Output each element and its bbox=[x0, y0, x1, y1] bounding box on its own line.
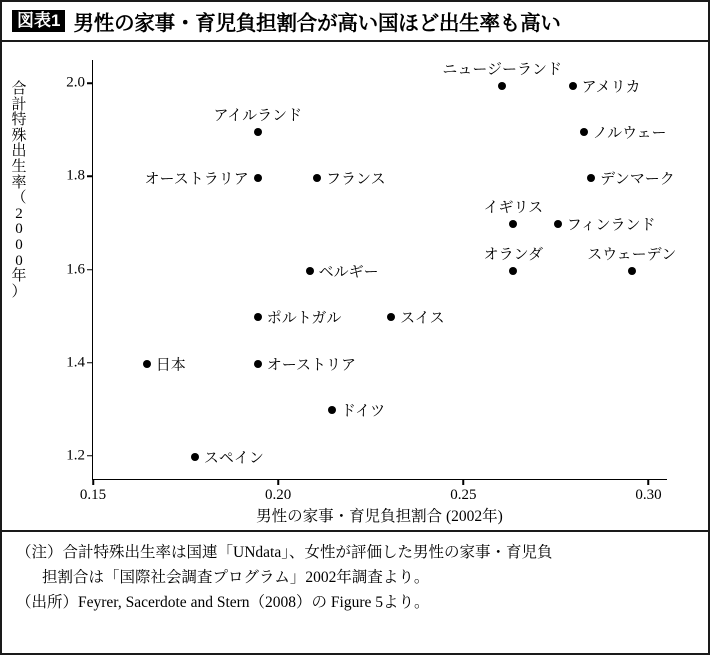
data-point-label: アイルランド bbox=[213, 108, 303, 125]
x-tick-label: 0.25 bbox=[450, 487, 477, 503]
data-point bbox=[509, 267, 517, 275]
data-point-label: ドイツ bbox=[340, 403, 386, 420]
data-point bbox=[254, 360, 262, 368]
note-line-2: 担割合は「国際社会調査プログラム」2002年調査より。 bbox=[42, 569, 430, 587]
data-point-label: ニュージーランド bbox=[442, 61, 563, 78]
data-point bbox=[569, 82, 577, 90]
x-tick-mark bbox=[92, 479, 94, 485]
figure-title-bar bbox=[2, 2, 708, 42]
data-point-label: スイス bbox=[400, 310, 445, 327]
figure-number-badge: 図表1 bbox=[12, 10, 65, 33]
data-point bbox=[254, 313, 262, 321]
x-tick-label: 0.30 bbox=[635, 487, 662, 503]
y-tick-mark bbox=[87, 362, 93, 364]
data-point-label: アメリカ bbox=[581, 79, 641, 96]
data-point-label: ポルトガル bbox=[266, 310, 342, 327]
data-point-label: スウェーデン bbox=[587, 246, 677, 263]
data-point bbox=[191, 453, 199, 461]
data-point-label: オーストリア bbox=[266, 357, 357, 374]
data-point bbox=[554, 220, 562, 228]
data-point-label: ベルギー bbox=[318, 264, 379, 281]
data-point bbox=[254, 174, 262, 182]
data-point-label: オーストラリア bbox=[144, 171, 249, 188]
data-point bbox=[580, 128, 588, 136]
y-tick-mark bbox=[87, 83, 93, 85]
data-point bbox=[628, 267, 636, 275]
data-point bbox=[498, 82, 506, 90]
x-tick-label: 0.20 bbox=[265, 487, 292, 503]
source-line: （出所）Feyrer, Sacerdote and Stern（2008）の Figure 5より。 bbox=[16, 594, 430, 612]
data-point bbox=[306, 267, 314, 275]
x-tick-mark bbox=[277, 479, 279, 485]
data-point bbox=[254, 128, 262, 136]
y-tick-mark bbox=[87, 176, 93, 178]
page-title: 男性の家事・育児負担割合が高い国ほど出生率も高い bbox=[73, 12, 561, 35]
data-point bbox=[328, 406, 336, 414]
data-point bbox=[587, 174, 595, 182]
note-line-1: （注）合計特殊出生率は国連「UNdata」、女性が評価した男性の家事・育児負 bbox=[16, 544, 553, 561]
x-tick-mark bbox=[463, 479, 465, 485]
chart-area bbox=[2, 42, 708, 532]
data-point-label: スペイン bbox=[203, 450, 264, 467]
data-point-label: フランス bbox=[326, 171, 386, 188]
y-tick-mark bbox=[87, 455, 93, 457]
data-point-label: 日本 bbox=[155, 357, 186, 374]
y-tick-label: 2.0 bbox=[66, 74, 85, 91]
y-tick-label: 1.8 bbox=[66, 167, 85, 184]
data-point bbox=[313, 174, 321, 182]
y-tick-label: 1.2 bbox=[66, 447, 85, 464]
data-point-label: オランダ bbox=[483, 246, 544, 263]
data-point-label: デンマーク bbox=[600, 171, 675, 188]
figure-notes bbox=[2, 530, 708, 615]
x-axis-label: 男性の家事・育児負担割合 (2002年) bbox=[256, 508, 503, 525]
x-tick-mark bbox=[648, 479, 650, 485]
data-point bbox=[387, 313, 395, 321]
y-tick-mark bbox=[87, 269, 93, 271]
y-tick-label: 1.4 bbox=[66, 354, 85, 371]
data-point-label: ノルウェー bbox=[592, 125, 667, 142]
scatter-plot bbox=[66, 60, 677, 503]
data-point-label: イギリス bbox=[483, 200, 544, 217]
data-point bbox=[509, 220, 517, 228]
y-axis-label: 合 計 特 殊 出 生 率 （ 2 0 0 0 年 ） bbox=[11, 81, 27, 300]
data-point-label: フィンランド bbox=[566, 217, 656, 234]
y-tick-label: 1.6 bbox=[66, 261, 85, 277]
x-tick-label: 0.15 bbox=[79, 487, 107, 503]
data-point bbox=[143, 360, 151, 368]
